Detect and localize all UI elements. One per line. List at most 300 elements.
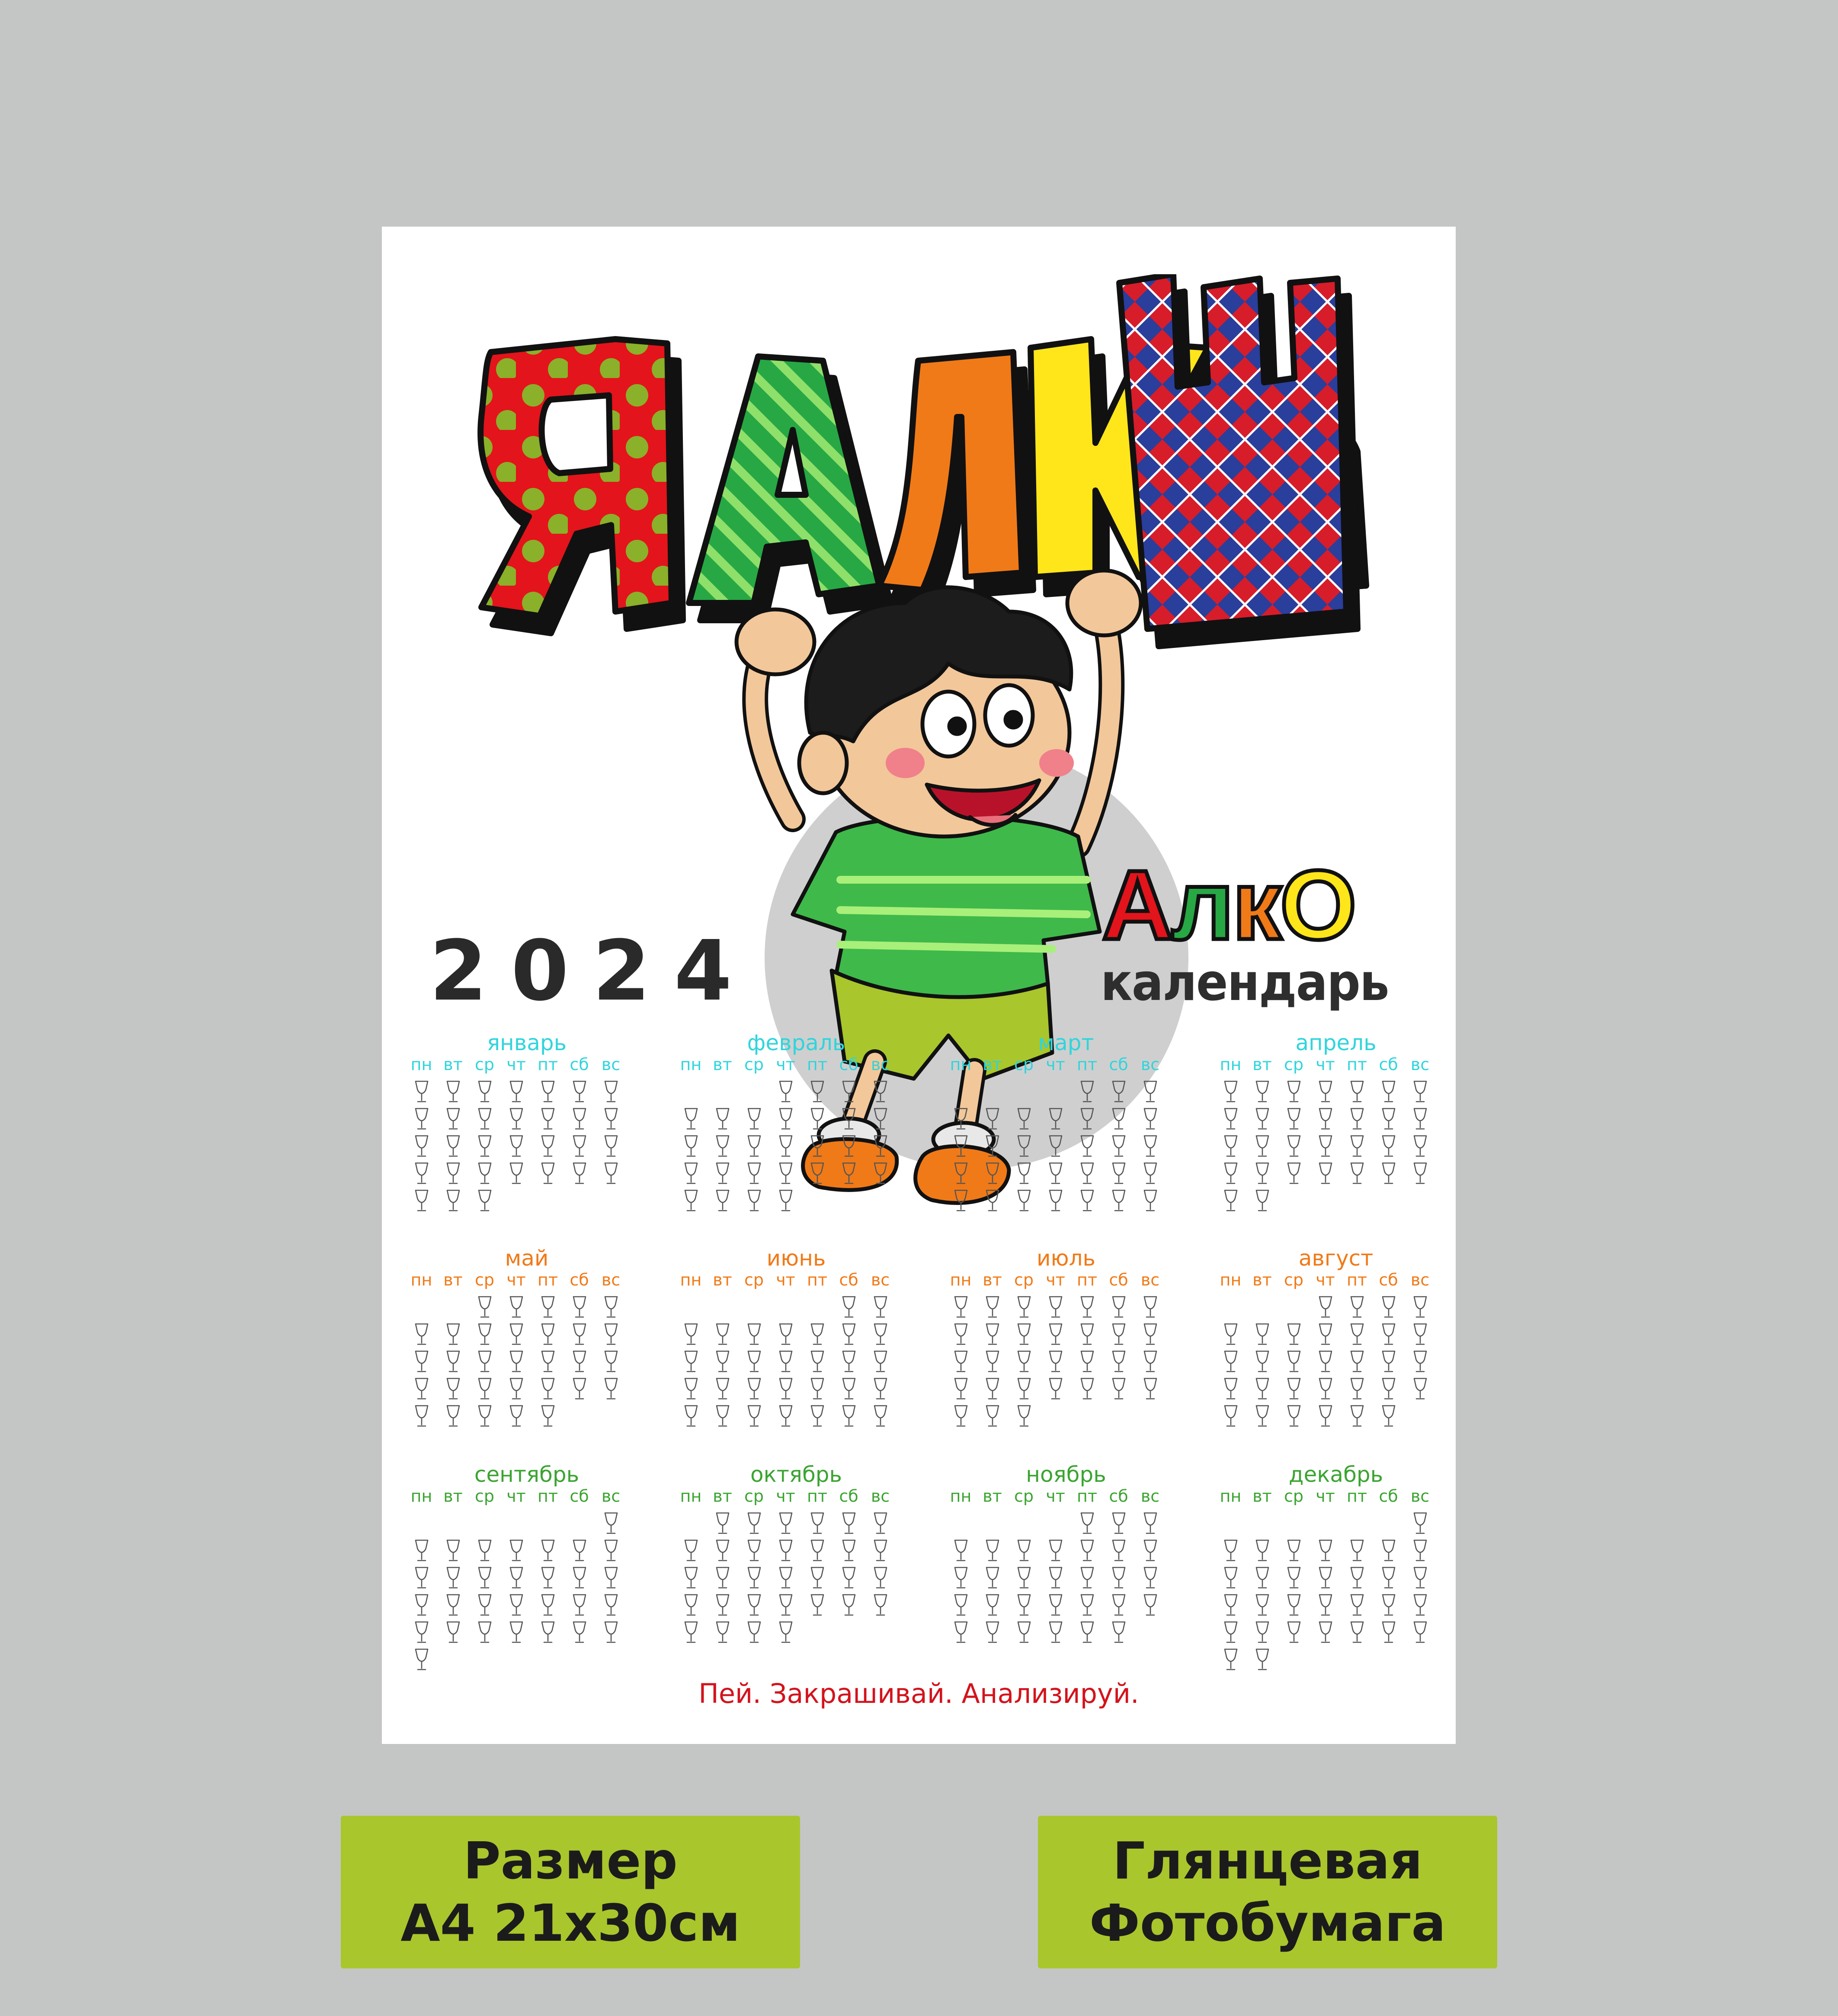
day-cell[interactable] bbox=[1071, 1567, 1103, 1594]
day-cell[interactable] bbox=[1040, 1567, 1071, 1594]
day-cell[interactable] bbox=[1071, 1162, 1103, 1189]
day-cell[interactable] bbox=[801, 1405, 833, 1432]
day-cell[interactable] bbox=[833, 1567, 865, 1594]
day-cell[interactable] bbox=[1103, 1323, 1134, 1350]
day-cell[interactable] bbox=[865, 1594, 896, 1621]
day-cell[interactable] bbox=[532, 1162, 564, 1189]
day-cell[interactable] bbox=[406, 1648, 437, 1676]
day-cell[interactable] bbox=[945, 1135, 977, 1162]
day-cell[interactable] bbox=[500, 1405, 532, 1432]
day-cell[interactable] bbox=[1040, 1189, 1071, 1217]
day-cell[interactable] bbox=[833, 1378, 865, 1405]
day-cell[interactable] bbox=[500, 1296, 532, 1323]
day-cell[interactable] bbox=[1103, 1162, 1134, 1189]
day-cell[interactable] bbox=[833, 1080, 865, 1108]
day-cell[interactable] bbox=[500, 1135, 532, 1162]
day-cell[interactable] bbox=[564, 1296, 595, 1323]
day-cell[interactable] bbox=[469, 1539, 500, 1567]
day-cell[interactable] bbox=[675, 1594, 707, 1621]
day-cell[interactable] bbox=[437, 1162, 469, 1189]
day-cell[interactable] bbox=[1134, 1594, 1166, 1621]
day-cell[interactable] bbox=[1040, 1621, 1071, 1648]
day-cell[interactable] bbox=[1341, 1539, 1373, 1567]
day-cell[interactable] bbox=[1246, 1350, 1278, 1378]
day-cell[interactable] bbox=[1040, 1594, 1071, 1621]
day-cell[interactable] bbox=[1373, 1080, 1404, 1108]
day-cell[interactable] bbox=[675, 1135, 707, 1162]
day-cell[interactable] bbox=[833, 1350, 865, 1378]
day-cell[interactable] bbox=[1341, 1621, 1373, 1648]
day-cell[interactable] bbox=[595, 1378, 627, 1405]
day-cell[interactable] bbox=[1373, 1323, 1404, 1350]
day-cell[interactable] bbox=[1215, 1539, 1246, 1567]
day-cell[interactable] bbox=[675, 1405, 707, 1432]
day-cell[interactable] bbox=[1071, 1108, 1103, 1135]
day-cell[interactable] bbox=[1310, 1135, 1341, 1162]
day-cell[interactable] bbox=[1103, 1296, 1134, 1323]
day-cell[interactable] bbox=[801, 1539, 833, 1567]
day-cell[interactable] bbox=[801, 1567, 833, 1594]
day-cell[interactable] bbox=[1103, 1512, 1134, 1539]
day-cell[interactable] bbox=[1278, 1539, 1310, 1567]
day-cell[interactable] bbox=[1404, 1162, 1436, 1189]
day-cell[interactable] bbox=[1103, 1135, 1134, 1162]
day-cell[interactable] bbox=[1310, 1594, 1341, 1621]
day-cell[interactable] bbox=[865, 1135, 896, 1162]
day-cell[interactable] bbox=[945, 1323, 977, 1350]
day-cell[interactable] bbox=[833, 1323, 865, 1350]
day-cell[interactable] bbox=[1134, 1350, 1166, 1378]
day-cell[interactable] bbox=[977, 1108, 1008, 1135]
day-cell[interactable] bbox=[1310, 1405, 1341, 1432]
day-cell[interactable] bbox=[1215, 1567, 1246, 1594]
day-cell[interactable] bbox=[406, 1080, 437, 1108]
day-cell[interactable] bbox=[801, 1162, 833, 1189]
day-cell[interactable] bbox=[977, 1378, 1008, 1405]
day-cell[interactable] bbox=[595, 1296, 627, 1323]
day-cell[interactable] bbox=[532, 1539, 564, 1567]
day-cell[interactable] bbox=[1373, 1350, 1404, 1378]
day-cell[interactable] bbox=[865, 1108, 896, 1135]
day-cell[interactable] bbox=[675, 1539, 707, 1567]
day-cell[interactable] bbox=[977, 1405, 1008, 1432]
day-cell[interactable] bbox=[1071, 1135, 1103, 1162]
day-cell[interactable] bbox=[564, 1621, 595, 1648]
day-cell[interactable] bbox=[977, 1539, 1008, 1567]
day-cell[interactable] bbox=[1215, 1621, 1246, 1648]
day-cell[interactable] bbox=[1008, 1135, 1040, 1162]
day-cell[interactable] bbox=[770, 1108, 801, 1135]
day-cell[interactable] bbox=[469, 1162, 500, 1189]
day-cell[interactable] bbox=[406, 1567, 437, 1594]
day-cell[interactable] bbox=[1278, 1378, 1310, 1405]
day-cell[interactable] bbox=[675, 1621, 707, 1648]
day-cell[interactable] bbox=[595, 1350, 627, 1378]
day-cell[interactable] bbox=[564, 1162, 595, 1189]
day-cell[interactable] bbox=[1373, 1378, 1404, 1405]
day-cell[interactable] bbox=[1310, 1378, 1341, 1405]
day-cell[interactable] bbox=[406, 1135, 437, 1162]
day-cell[interactable] bbox=[1341, 1108, 1373, 1135]
day-cell[interactable] bbox=[532, 1567, 564, 1594]
day-cell[interactable] bbox=[945, 1378, 977, 1405]
day-cell[interactable] bbox=[945, 1350, 977, 1378]
day-cell[interactable] bbox=[500, 1378, 532, 1405]
day-cell[interactable] bbox=[833, 1405, 865, 1432]
day-cell[interactable] bbox=[1373, 1621, 1404, 1648]
day-cell[interactable] bbox=[406, 1323, 437, 1350]
day-cell[interactable] bbox=[675, 1350, 707, 1378]
day-cell[interactable] bbox=[1341, 1378, 1373, 1405]
day-cell[interactable] bbox=[1246, 1323, 1278, 1350]
day-cell[interactable] bbox=[801, 1135, 833, 1162]
day-cell[interactable] bbox=[469, 1594, 500, 1621]
day-cell[interactable] bbox=[707, 1378, 738, 1405]
day-cell[interactable] bbox=[1134, 1296, 1166, 1323]
day-cell[interactable] bbox=[469, 1189, 500, 1217]
day-cell[interactable] bbox=[833, 1512, 865, 1539]
day-cell[interactable] bbox=[801, 1378, 833, 1405]
day-cell[interactable] bbox=[770, 1323, 801, 1350]
day-cell[interactable] bbox=[1008, 1189, 1040, 1217]
day-cell[interactable] bbox=[1278, 1405, 1310, 1432]
day-cell[interactable] bbox=[707, 1621, 738, 1648]
day-cell[interactable] bbox=[1278, 1162, 1310, 1189]
day-cell[interactable] bbox=[865, 1080, 896, 1108]
day-cell[interactable] bbox=[1040, 1323, 1071, 1350]
day-cell[interactable] bbox=[1404, 1135, 1436, 1162]
day-cell[interactable] bbox=[1373, 1162, 1404, 1189]
day-cell[interactable] bbox=[1008, 1323, 1040, 1350]
day-cell[interactable] bbox=[675, 1189, 707, 1217]
day-cell[interactable] bbox=[1246, 1567, 1278, 1594]
day-cell[interactable] bbox=[1215, 1378, 1246, 1405]
day-cell[interactable] bbox=[707, 1539, 738, 1567]
day-cell[interactable] bbox=[770, 1621, 801, 1648]
day-cell[interactable] bbox=[1040, 1378, 1071, 1405]
day-cell[interactable] bbox=[738, 1539, 770, 1567]
day-cell[interactable] bbox=[1341, 1296, 1373, 1323]
day-cell[interactable] bbox=[564, 1080, 595, 1108]
day-cell[interactable] bbox=[1310, 1567, 1341, 1594]
day-cell[interactable] bbox=[532, 1350, 564, 1378]
day-cell[interactable] bbox=[1040, 1539, 1071, 1567]
day-cell[interactable] bbox=[1404, 1378, 1436, 1405]
day-cell[interactable] bbox=[595, 1135, 627, 1162]
day-cell[interactable] bbox=[1103, 1594, 1134, 1621]
day-cell[interactable] bbox=[595, 1594, 627, 1621]
day-cell[interactable] bbox=[469, 1405, 500, 1432]
day-cell[interactable] bbox=[1373, 1567, 1404, 1594]
day-cell[interactable] bbox=[770, 1350, 801, 1378]
day-cell[interactable] bbox=[1008, 1567, 1040, 1594]
day-cell[interactable] bbox=[833, 1162, 865, 1189]
day-cell[interactable] bbox=[945, 1567, 977, 1594]
day-cell[interactable] bbox=[1008, 1350, 1040, 1378]
day-cell[interactable] bbox=[770, 1135, 801, 1162]
day-cell[interactable] bbox=[1310, 1296, 1341, 1323]
day-cell[interactable] bbox=[770, 1512, 801, 1539]
day-cell[interactable] bbox=[406, 1405, 437, 1432]
day-cell[interactable] bbox=[532, 1080, 564, 1108]
day-cell[interactable] bbox=[1246, 1539, 1278, 1567]
day-cell[interactable] bbox=[1373, 1594, 1404, 1621]
day-cell[interactable] bbox=[738, 1108, 770, 1135]
day-cell[interactable] bbox=[738, 1162, 770, 1189]
day-cell[interactable] bbox=[1215, 1594, 1246, 1621]
day-cell[interactable] bbox=[707, 1594, 738, 1621]
day-cell[interactable] bbox=[1008, 1296, 1040, 1323]
day-cell[interactable] bbox=[500, 1567, 532, 1594]
day-cell[interactable] bbox=[1215, 1108, 1246, 1135]
day-cell[interactable] bbox=[1008, 1162, 1040, 1189]
day-cell[interactable] bbox=[945, 1189, 977, 1217]
day-cell[interactable] bbox=[500, 1162, 532, 1189]
day-cell[interactable] bbox=[833, 1296, 865, 1323]
day-cell[interactable] bbox=[738, 1405, 770, 1432]
day-cell[interactable] bbox=[564, 1135, 595, 1162]
day-cell[interactable] bbox=[738, 1135, 770, 1162]
day-cell[interactable] bbox=[1246, 1135, 1278, 1162]
day-cell[interactable] bbox=[500, 1594, 532, 1621]
day-cell[interactable] bbox=[1071, 1594, 1103, 1621]
day-cell[interactable] bbox=[1103, 1567, 1134, 1594]
day-cell[interactable] bbox=[1134, 1567, 1166, 1594]
day-cell[interactable] bbox=[469, 1621, 500, 1648]
day-cell[interactable] bbox=[1071, 1512, 1103, 1539]
day-cell[interactable] bbox=[738, 1567, 770, 1594]
day-cell[interactable] bbox=[1310, 1323, 1341, 1350]
day-cell[interactable] bbox=[865, 1323, 896, 1350]
day-cell[interactable] bbox=[595, 1108, 627, 1135]
day-cell[interactable] bbox=[1134, 1512, 1166, 1539]
day-cell[interactable] bbox=[1373, 1135, 1404, 1162]
day-cell[interactable] bbox=[1215, 1162, 1246, 1189]
day-cell[interactable] bbox=[1246, 1378, 1278, 1405]
day-cell[interactable] bbox=[1341, 1405, 1373, 1432]
day-cell[interactable] bbox=[532, 1135, 564, 1162]
day-cell[interactable] bbox=[406, 1539, 437, 1567]
day-cell[interactable] bbox=[707, 1405, 738, 1432]
day-cell[interactable] bbox=[437, 1080, 469, 1108]
day-cell[interactable] bbox=[500, 1539, 532, 1567]
day-cell[interactable] bbox=[1215, 1405, 1246, 1432]
day-cell[interactable] bbox=[1278, 1594, 1310, 1621]
day-cell[interactable] bbox=[1310, 1080, 1341, 1108]
day-cell[interactable] bbox=[977, 1594, 1008, 1621]
day-cell[interactable] bbox=[945, 1296, 977, 1323]
day-cell[interactable] bbox=[738, 1350, 770, 1378]
day-cell[interactable] bbox=[707, 1323, 738, 1350]
day-cell[interactable] bbox=[1040, 1135, 1071, 1162]
day-cell[interactable] bbox=[1404, 1108, 1436, 1135]
day-cell[interactable] bbox=[1134, 1080, 1166, 1108]
day-cell[interactable] bbox=[469, 1323, 500, 1350]
day-cell[interactable] bbox=[1246, 1594, 1278, 1621]
day-cell[interactable] bbox=[1071, 1323, 1103, 1350]
day-cell[interactable] bbox=[1341, 1594, 1373, 1621]
day-cell[interactable] bbox=[1040, 1296, 1071, 1323]
day-cell[interactable] bbox=[1008, 1405, 1040, 1432]
day-cell[interactable] bbox=[1134, 1539, 1166, 1567]
day-cell[interactable] bbox=[801, 1512, 833, 1539]
day-cell[interactable] bbox=[1215, 1350, 1246, 1378]
day-cell[interactable] bbox=[738, 1323, 770, 1350]
day-cell[interactable] bbox=[1404, 1080, 1436, 1108]
day-cell[interactable] bbox=[595, 1621, 627, 1648]
day-cell[interactable] bbox=[770, 1567, 801, 1594]
day-cell[interactable] bbox=[1071, 1539, 1103, 1567]
day-cell[interactable] bbox=[1373, 1539, 1404, 1567]
day-cell[interactable] bbox=[945, 1162, 977, 1189]
day-cell[interactable] bbox=[1310, 1350, 1341, 1378]
day-cell[interactable] bbox=[1134, 1189, 1166, 1217]
day-cell[interactable] bbox=[945, 1539, 977, 1567]
day-cell[interactable] bbox=[1103, 1080, 1134, 1108]
day-cell[interactable] bbox=[977, 1350, 1008, 1378]
day-cell[interactable] bbox=[532, 1594, 564, 1621]
day-cell[interactable] bbox=[437, 1135, 469, 1162]
day-cell[interactable] bbox=[1404, 1621, 1436, 1648]
day-cell[interactable] bbox=[406, 1189, 437, 1217]
day-cell[interactable] bbox=[801, 1594, 833, 1621]
day-cell[interactable] bbox=[707, 1189, 738, 1217]
day-cell[interactable] bbox=[406, 1594, 437, 1621]
day-cell[interactable] bbox=[1071, 1378, 1103, 1405]
day-cell[interactable] bbox=[738, 1512, 770, 1539]
day-cell[interactable] bbox=[1134, 1162, 1166, 1189]
day-cell[interactable] bbox=[770, 1405, 801, 1432]
day-cell[interactable] bbox=[564, 1323, 595, 1350]
day-cell[interactable] bbox=[595, 1539, 627, 1567]
day-cell[interactable] bbox=[1404, 1350, 1436, 1378]
day-cell[interactable] bbox=[1404, 1539, 1436, 1567]
day-cell[interactable] bbox=[1040, 1162, 1071, 1189]
day-cell[interactable] bbox=[437, 1405, 469, 1432]
day-cell[interactable] bbox=[738, 1594, 770, 1621]
day-cell[interactable] bbox=[1071, 1080, 1103, 1108]
day-cell[interactable] bbox=[770, 1162, 801, 1189]
day-cell[interactable] bbox=[1278, 1567, 1310, 1594]
day-cell[interactable] bbox=[1215, 1135, 1246, 1162]
day-cell[interactable] bbox=[469, 1378, 500, 1405]
day-cell[interactable] bbox=[1215, 1080, 1246, 1108]
day-cell[interactable] bbox=[865, 1512, 896, 1539]
day-cell[interactable] bbox=[1246, 1648, 1278, 1676]
day-cell[interactable] bbox=[977, 1189, 1008, 1217]
day-cell[interactable] bbox=[1310, 1539, 1341, 1567]
day-cell[interactable] bbox=[1278, 1323, 1310, 1350]
day-cell[interactable] bbox=[1373, 1405, 1404, 1432]
day-cell[interactable] bbox=[1373, 1296, 1404, 1323]
day-cell[interactable] bbox=[595, 1323, 627, 1350]
day-cell[interactable] bbox=[469, 1567, 500, 1594]
day-cell[interactable] bbox=[406, 1350, 437, 1378]
day-cell[interactable] bbox=[1008, 1108, 1040, 1135]
day-cell[interactable] bbox=[707, 1350, 738, 1378]
day-cell[interactable] bbox=[1278, 1135, 1310, 1162]
day-cell[interactable] bbox=[1103, 1108, 1134, 1135]
day-cell[interactable] bbox=[738, 1621, 770, 1648]
day-cell[interactable] bbox=[1134, 1108, 1166, 1135]
day-cell[interactable] bbox=[1341, 1080, 1373, 1108]
day-cell[interactable] bbox=[564, 1567, 595, 1594]
day-cell[interactable] bbox=[1341, 1323, 1373, 1350]
day-cell[interactable] bbox=[865, 1296, 896, 1323]
day-cell[interactable] bbox=[500, 1080, 532, 1108]
day-cell[interactable] bbox=[1215, 1323, 1246, 1350]
day-cell[interactable] bbox=[770, 1539, 801, 1567]
day-cell[interactable] bbox=[469, 1080, 500, 1108]
day-cell[interactable] bbox=[707, 1135, 738, 1162]
day-cell[interactable] bbox=[801, 1323, 833, 1350]
day-cell[interactable] bbox=[1404, 1296, 1436, 1323]
day-cell[interactable] bbox=[1103, 1621, 1134, 1648]
day-cell[interactable] bbox=[1008, 1378, 1040, 1405]
day-cell[interactable] bbox=[406, 1108, 437, 1135]
day-cell[interactable] bbox=[437, 1621, 469, 1648]
day-cell[interactable] bbox=[595, 1567, 627, 1594]
day-cell[interactable] bbox=[1373, 1108, 1404, 1135]
day-cell[interactable] bbox=[707, 1162, 738, 1189]
day-cell[interactable] bbox=[1134, 1378, 1166, 1405]
day-cell[interactable] bbox=[1215, 1648, 1246, 1676]
day-cell[interactable] bbox=[945, 1108, 977, 1135]
day-cell[interactable] bbox=[437, 1594, 469, 1621]
day-cell[interactable] bbox=[1310, 1621, 1341, 1648]
day-cell[interactable] bbox=[801, 1080, 833, 1108]
day-cell[interactable] bbox=[532, 1108, 564, 1135]
day-cell[interactable] bbox=[1246, 1108, 1278, 1135]
day-cell[interactable] bbox=[1341, 1135, 1373, 1162]
day-cell[interactable] bbox=[833, 1539, 865, 1567]
day-cell[interactable] bbox=[564, 1108, 595, 1135]
day-cell[interactable] bbox=[1071, 1621, 1103, 1648]
day-cell[interactable] bbox=[595, 1080, 627, 1108]
day-cell[interactable] bbox=[1278, 1621, 1310, 1648]
day-cell[interactable] bbox=[564, 1539, 595, 1567]
day-cell[interactable] bbox=[1103, 1378, 1134, 1405]
day-cell[interactable] bbox=[406, 1378, 437, 1405]
day-cell[interactable] bbox=[833, 1108, 865, 1135]
day-cell[interactable] bbox=[1404, 1567, 1436, 1594]
day-cell[interactable] bbox=[707, 1512, 738, 1539]
day-cell[interactable] bbox=[1341, 1567, 1373, 1594]
day-cell[interactable] bbox=[770, 1594, 801, 1621]
day-cell[interactable] bbox=[437, 1378, 469, 1405]
day-cell[interactable] bbox=[1341, 1162, 1373, 1189]
day-cell[interactable] bbox=[500, 1323, 532, 1350]
day-cell[interactable] bbox=[406, 1162, 437, 1189]
day-cell[interactable] bbox=[675, 1108, 707, 1135]
day-cell[interactable] bbox=[1134, 1323, 1166, 1350]
day-cell[interactable] bbox=[1246, 1080, 1278, 1108]
day-cell[interactable] bbox=[564, 1594, 595, 1621]
day-cell[interactable] bbox=[1310, 1162, 1341, 1189]
day-cell[interactable] bbox=[801, 1108, 833, 1135]
day-cell[interactable] bbox=[977, 1323, 1008, 1350]
day-cell[interactable] bbox=[437, 1189, 469, 1217]
day-cell[interactable] bbox=[1071, 1296, 1103, 1323]
day-cell[interactable] bbox=[469, 1350, 500, 1378]
day-cell[interactable] bbox=[770, 1080, 801, 1108]
day-cell[interactable] bbox=[1040, 1350, 1071, 1378]
day-cell[interactable] bbox=[1278, 1108, 1310, 1135]
day-cell[interactable] bbox=[1008, 1539, 1040, 1567]
day-cell[interactable] bbox=[770, 1189, 801, 1217]
day-cell[interactable] bbox=[865, 1567, 896, 1594]
day-cell[interactable] bbox=[977, 1162, 1008, 1189]
